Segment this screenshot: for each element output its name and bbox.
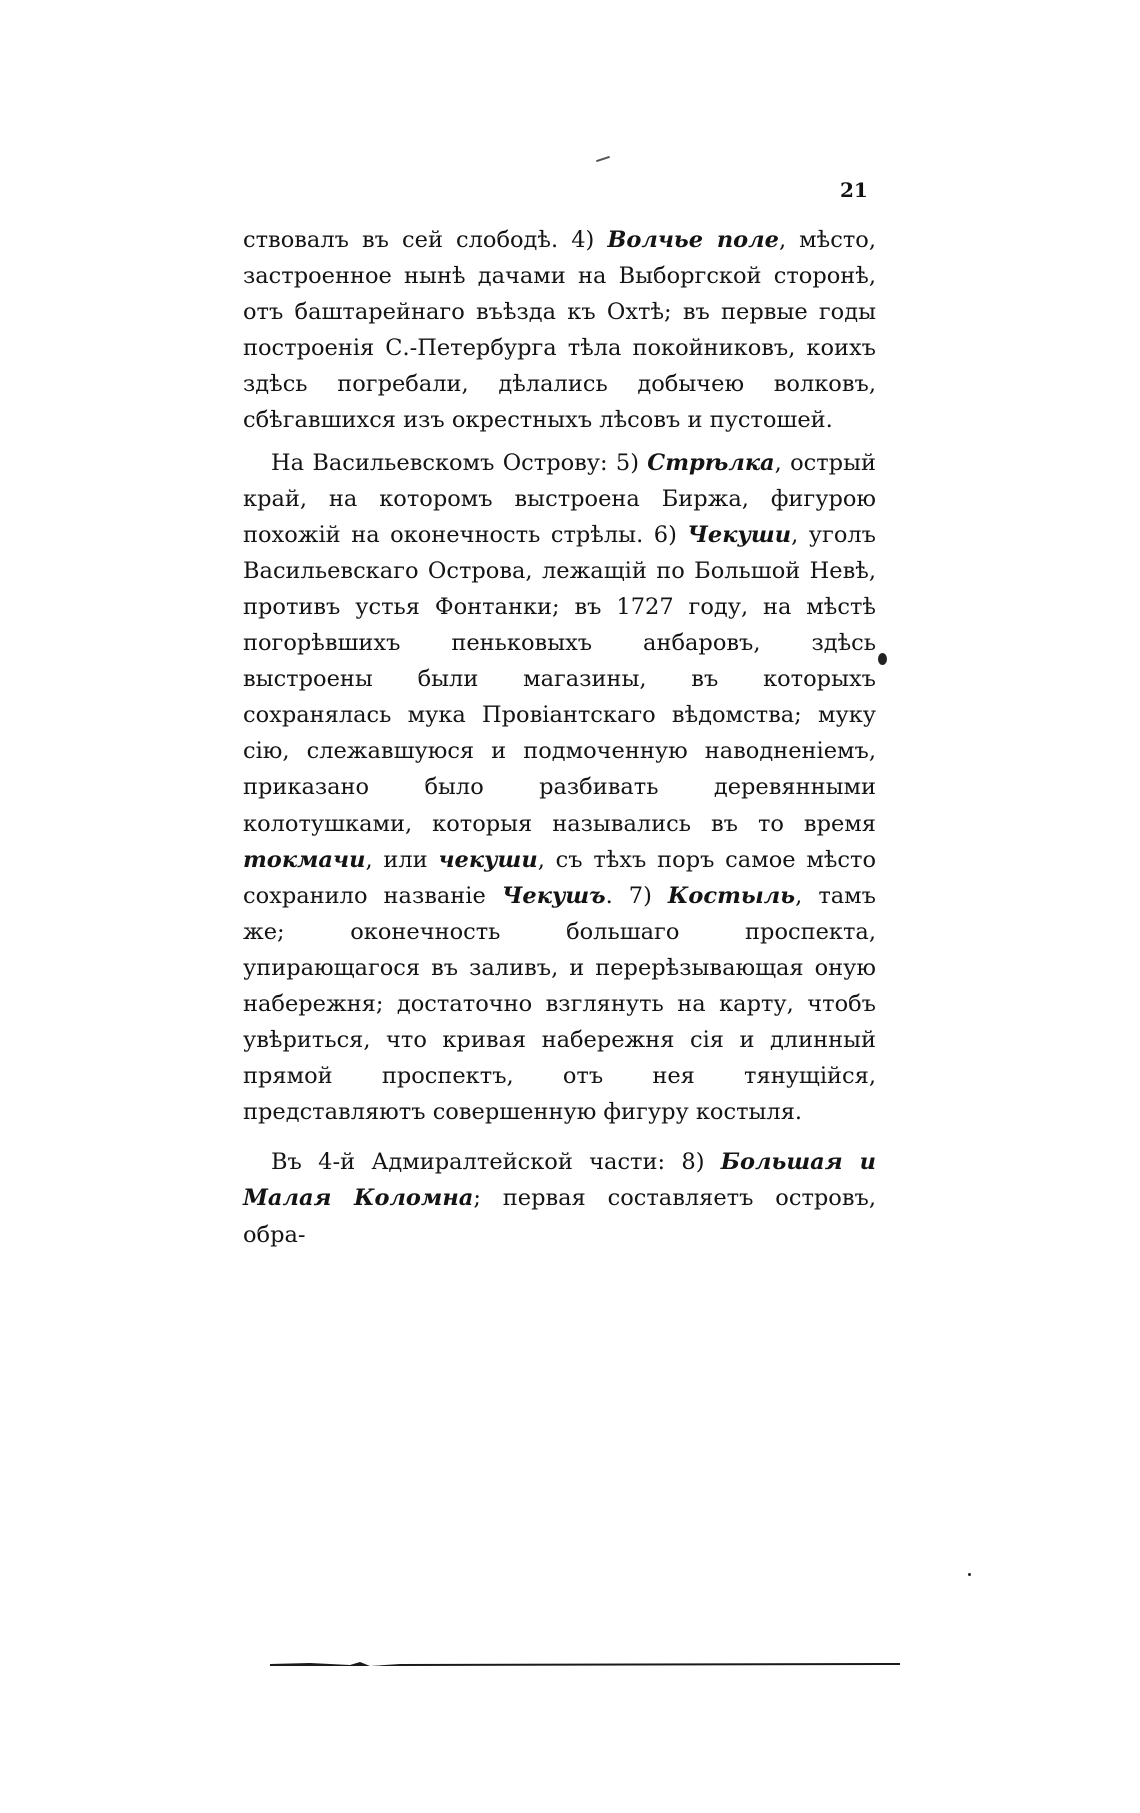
text-segment: , острый край, на которомъ выстроена Биржа, фигурою похожій на оконечность стрѣлы. 6) (243, 449, 876, 548)
italic-term: чекуши (438, 846, 538, 873)
text-segment: ; первая составляетъ островъ, обра- (243, 1185, 876, 1248)
italic-term: Волчье поле (607, 227, 779, 253)
italic-term: Стрѣлка (647, 449, 775, 476)
paragraph-2 (243, 445, 876, 1131)
scan-mark (596, 156, 610, 162)
italic-term: Чекуши (687, 521, 792, 548)
paragraph-1 (243, 222, 876, 439)
body-text (243, 222, 876, 1253)
text-segment: , съ тѣхъ поръ самое мѣсто сохранило названіе (243, 846, 877, 909)
italic-term: Большая и Малая Коломна (243, 1149, 876, 1212)
scan-speck (968, 1573, 971, 1576)
scan-edge-rule (270, 1660, 900, 1668)
text-segment: , или (365, 846, 439, 873)
italic-term: Чекушъ (501, 882, 606, 909)
text-segment: На Васильевскомъ Острову: 5) (271, 449, 648, 476)
italic-term: Костыль (667, 882, 796, 909)
text-segment: , мѣсто, застроенное нынѣ дачами на Выборгской сторонѣ, отъ баштарейнаго въѣзда къ Охтѣ; въ первые годы построенія С.-Петербурга тѣла покойниковъ, коихъ здѣсь погребали, дѣлались добычею волковъ, сбѣгавшихся изъ окрестныхъ лѣсовъ и пустошей. (243, 227, 876, 434)
text-segment: Въ 4-й Адмиралтейской части: 8) (271, 1149, 721, 1176)
text-segment: , уголъ Васильевскаго Острова, лежащій по Большой Невѣ, противъ устья Фонтанки; въ 1727 году, на мѣстѣ погорѣвшихъ пеньковыхъ анбаровъ, здѣсь выстроены были магазины, въ которыхъ сохранялась мука Провіантскаго вѣдомства; муку сію, слежавшуюся и подмоченную наводненіемъ, приказано было разбивать деревянными колотушками, которыя назывались въ то время (243, 521, 876, 837)
text-segment: ствовалъ въ сей слободѣ. 4) (243, 227, 608, 253)
text-segment: . 7) (605, 882, 668, 909)
italic-term: токмачи (243, 846, 366, 873)
paragraph-3 (243, 1144, 876, 1252)
scan-speck (878, 653, 887, 665)
text-segment: , тамъ же; оконечность большаго проспекта, упирающагося въ заливъ, и перерѣзывающая оную набережня; достаточно взглянуть на карту, чтобъ увѣриться, что кривая набережня сія и длинный прямой проспектъ, отъ нея тянущійся, представляютъ совершенную фигуру костыля. (243, 882, 877, 1126)
page-number: 21 (840, 178, 868, 202)
